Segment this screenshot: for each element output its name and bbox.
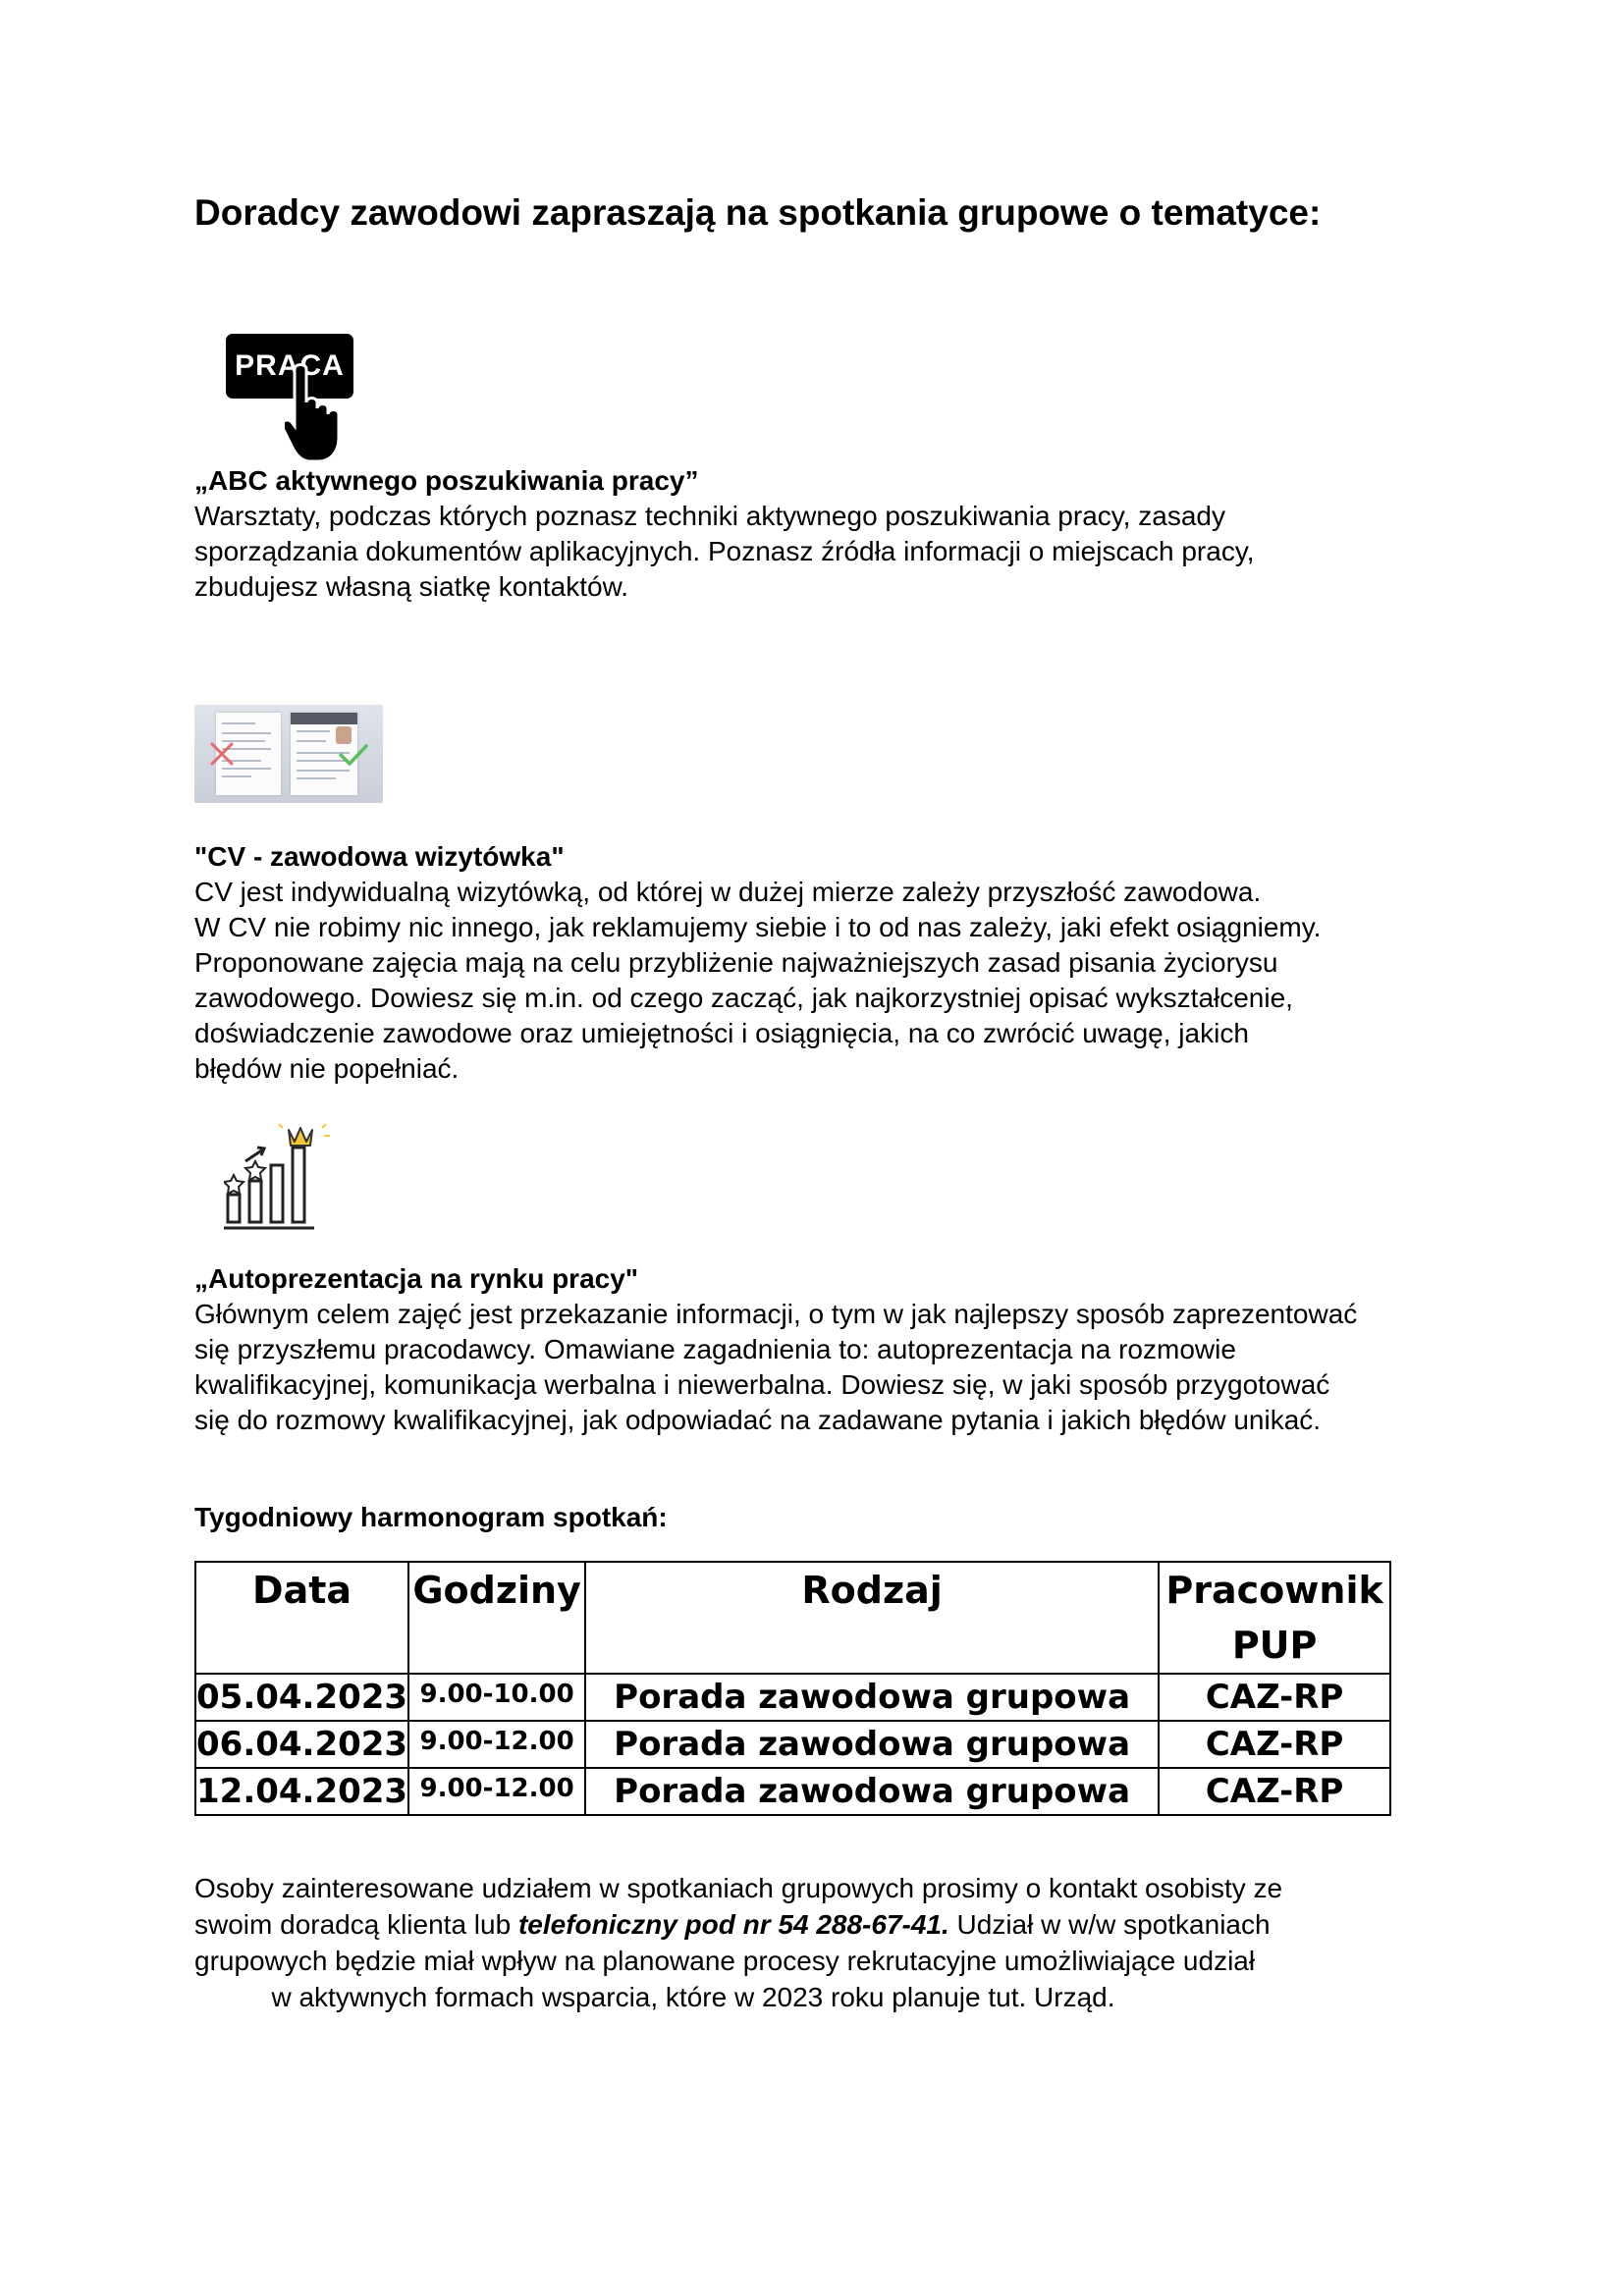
body-line: zawodowego. Dowiesz się m.in. od czego zacząć, jak najkorzystniej opisać wykształcenie, [194,983,1293,1013]
body-line: Warsztaty, podczas których poznasz techniki aktywnego poszukiwania pracy, zasady [194,501,1225,531]
praca-hand-icon [224,330,361,467]
praca-icon-label: PRACA [226,334,353,399]
pointing-hand-icon [285,363,363,469]
table-row [195,1768,1390,1815]
cell-hours: 9.00-10.00 [408,1674,585,1721]
crown-icon [289,1128,312,1146]
schedule-title: Tygodniowy harmonogram spotkań: [194,1502,668,1532]
cross-icon [208,740,236,768]
cell-staff: CAZ-RP [1159,1768,1390,1815]
footer-line: grupowych będzie miał wpływ na planowane procesy rekrutacyjne umożliwiające udział [194,1946,1256,1976]
footer-line-suffix: Udział w w/w spotkaniach [948,1909,1271,1940]
section-title-autoprezentacja: „Autoprezentacja na rynku pracy" [194,1263,639,1294]
body-line: doświadczenie zawodowe oraz umiejętności i osiągnięcia, na co zwrócić uwagę, jakich [194,1018,1249,1048]
section-body-cv [194,875,1321,1087]
phone-number: telefoniczny pod nr 54 288-67-41. [517,1909,949,1940]
footer-line: Osoby zainteresowane udziałem w spotkaniach grupowych prosimy o kontakt osobisty ze [194,1873,1283,1903]
body-line: zbudujesz własną siatkę kontaktów. [194,571,629,602]
cell-staff: CAZ-RP [1159,1721,1390,1768]
cell-staff: CAZ-RP [1159,1674,1390,1721]
section-body-abc [194,499,1255,605]
footer-line-prefix: swoim doradcą klienta lub [194,1909,518,1940]
section-title-abc: „ABC aktywnego poszukiwania pracy” [194,465,699,496]
table-header-row [195,1562,1390,1674]
cell-date: 06.04.2023 [195,1721,408,1768]
cell-type: Porada zawodowa grupowa [585,1768,1159,1815]
header-data: Data [195,1562,408,1674]
body-line: kwalifikacyjnej, komunikacja werbalna i niewerbalna. Dowiesz się, w jaki sposób przygotować [194,1369,1330,1400]
footer-line: w aktywnych formach wsparcia, które w 2023 roku planuje tut. Urząd. [271,1982,1115,2012]
cell-type: Porada zawodowa grupowa [585,1674,1159,1721]
cell-type: Porada zawodowa grupowa [585,1721,1159,1768]
cell-hours: 9.00-12.00 [408,1721,585,1768]
growth-chart-crown-icon [224,1122,342,1232]
body-line: CV jest indywidualną wizytówką, od której w dużej mierze zależy przyszłość zawodowa. [194,877,1262,907]
body-line: Głównym celem zajęć jest przekazanie informacji, o tym w jak najlepszy sposób zaprezentować [194,1299,1358,1329]
body-line: błędów nie popełniać. [194,1053,460,1084]
table-row [195,1674,1390,1721]
body-line: Proponowane zajęcia mają na celu przybliżenie najważniejszych zasad pisania życiorysu [194,947,1278,978]
cell-hours: 9.00-12.00 [408,1768,585,1815]
header-rodzaj: Rodzaj [585,1562,1159,1674]
section-title-cv: "CV - zawodowa wizytówka" [194,841,565,872]
cell-date: 05.04.2023 [195,1674,408,1721]
section-body-autoprezentacja [194,1297,1357,1438]
body-line: W CV nie robimy nic innego, jak reklamujemy siebie i to od nas zależy, jaki efekt osiągniemy. [194,912,1322,942]
body-line: się do rozmowy kwalifikacyjnej, jak odpowiadać na zadawane pytania i jakich błędów unikać. [194,1405,1322,1435]
header-godziny: Godziny [408,1562,585,1674]
schedule-table [194,1561,1391,1816]
page-title: Doradcy zawodowi zapraszają na spotkania grupowe o tematyce: [194,192,1322,233]
check-icon [338,742,369,768]
contact-footer [194,1870,1283,2015]
table-row [195,1721,1390,1768]
cv-comparison-image [194,705,383,803]
header-pracownik: Pracownik PUP [1159,1562,1390,1674]
cell-date: 12.04.2023 [195,1768,408,1815]
footer-line [194,1906,1271,1943]
body-line: sporządzania dokumentów aplikacyjnych. Poznasz źródła informacji o miejscach pracy, [194,536,1255,566]
body-line: się przyszłemu pracodawcy. Omawiane zagadnienia to: autoprezentacja na rozmowie [194,1334,1236,1364]
